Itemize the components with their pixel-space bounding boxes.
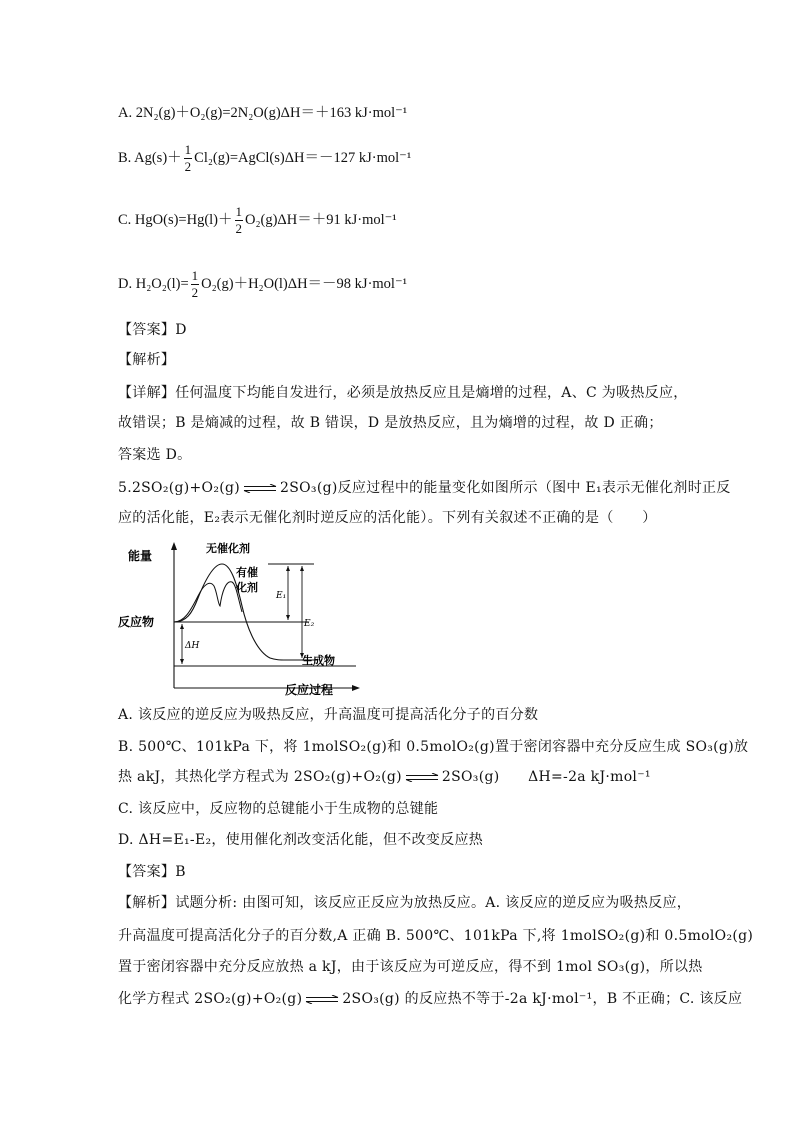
fraction-numerator: 1 xyxy=(235,204,242,220)
fraction-denominator: 2 xyxy=(184,159,192,175)
reactant-label: 反应物 xyxy=(118,615,155,629)
catalyst-label-line-1: 有催 xyxy=(236,566,258,579)
fraction-denominator: 2 xyxy=(191,285,199,301)
x-axis-label: 反应过程 xyxy=(285,683,334,697)
q4-answer: 【答案】D xyxy=(118,322,187,338)
e1-label: E₁ xyxy=(276,591,287,601)
catalyst-label-line-2: 化剂 xyxy=(236,581,258,594)
y-axis-arrow-icon xyxy=(171,542,177,550)
q5-explanation-line-2: 升高温度可提高活化分子的百分数,A 正确 B. 500℃、101kPa 下,将 1molSO₂(g)和 0.5molO₂(g) xyxy=(118,928,754,944)
q5-option-b-line-1: B. 500℃、101kPa 下，将 1molSO₂(g)和 0.5molO₂(g)置于密闭容器中充分反应生成 SO₃(g)放 xyxy=(118,739,749,755)
q5-explanation-line-1: 【解析】试题分析: 由图可知，该反应正反应为放热反应。A. 该反应的逆反应为吸热反应， xyxy=(118,895,692,911)
fraction-half xyxy=(191,268,200,301)
fraction-half xyxy=(184,142,193,175)
q5-explanation-text: 化学方程式 2SO₂(g)+O₂(g) xyxy=(118,991,303,1007)
catalyzed-curve xyxy=(174,582,242,622)
q5-option-c: C. 该反应中，反应物的总键能小于生成物的总键能 xyxy=(118,801,439,817)
q5-option-a: A. 该反应的逆反应为吸热反应，升高温度可提高活化分子的百分数 xyxy=(118,707,539,723)
fraction-denominator: 2 xyxy=(235,221,242,237)
e1-arrow-tail-icon xyxy=(286,615,290,620)
fraction-numerator: 1 xyxy=(191,268,199,284)
equilibrium-arrow-icon xyxy=(405,773,439,782)
fraction-half xyxy=(235,204,244,237)
dh-arrow-tail-icon xyxy=(180,659,184,664)
x-axis-arrow-icon xyxy=(352,685,360,691)
q5-explanation-line-3: 置于密闭容器中充分反应放热 a kJ，由于该反应为可逆反应，得不到 1mol SO₃(g)，所以热 xyxy=(118,959,703,975)
equilibrium-arrow-icon xyxy=(243,484,277,493)
option-d xyxy=(118,264,407,304)
q5-option-b-equation: 2SO₃(g) ΔH=-2a kJ·mol⁻¹ xyxy=(441,769,651,785)
q5-option-d: D. ΔH=E₁-E₂，使用催化剂改变活化能，但不改变反应热 xyxy=(118,832,484,848)
option-a: A. 2N₂(g)＋O₂(g)=2N₂O(g)ΔH＝＋163 kJ·mol⁻¹ xyxy=(118,105,408,121)
q5-stem-line-1 xyxy=(118,478,731,498)
product-label: 生成物 xyxy=(302,654,335,667)
q5-explanation-line-4 xyxy=(118,989,742,1009)
option-b-prefix: B. Ag(s)＋ xyxy=(118,150,182,166)
no-catalyst-label: 无催化剂 xyxy=(206,542,250,555)
option-c xyxy=(118,200,397,240)
q5-answer: 【答案】B xyxy=(118,864,186,880)
e2-arrow-head-icon xyxy=(300,566,304,571)
q4-detail-line-3: 答案选 D。 xyxy=(118,447,192,463)
q4-analysis-heading: 【解析】 xyxy=(118,352,176,368)
option-b-suffix: Cl₂(g)=AgCl(s)ΔH＝－127 kJ·mol⁻¹ xyxy=(194,150,412,166)
y-axis-label: 能量 xyxy=(128,549,153,563)
q5-stem-equation: 5.2SO₂(g)+O₂(g) xyxy=(118,480,241,496)
q5-stem-line-2: 应的活化能，E₂表示无催化剂时逆反应的活化能）。下列有关叙述不正确的是（ ） xyxy=(118,510,657,526)
option-b xyxy=(118,138,411,178)
e1-arrow-head-icon xyxy=(286,566,290,571)
q4-detail-line-1: 【详解】任何温度下均能自发进行，必须是放热反应且是熵增的过程，A、C 为吸热反应， xyxy=(118,385,688,401)
fraction-numerator: 1 xyxy=(184,142,192,158)
q5-stem-text: 2SO₃(g)反应过程中的能量变化如图所示（图中 E₁表示无催化剂时正反 xyxy=(280,480,731,496)
option-d-prefix: D. H₂O₂(l)= xyxy=(118,276,189,292)
e2-label: E₂ xyxy=(304,619,315,629)
option-d-suffix: O₂(g)＋H₂O(l)ΔH＝－98 kJ·mol⁻¹ xyxy=(201,276,407,292)
q5-option-b-line-2 xyxy=(118,767,651,787)
q5-explanation-tail: 2SO₃(g) 的反应热不等于-2a kJ·mol⁻¹，B 不正确；C. 该反应 xyxy=(342,991,743,1007)
option-c-suffix: O₂(g)ΔH＝＋91 kJ·mol⁻¹ xyxy=(245,212,397,228)
dh-arrow-head-icon xyxy=(180,624,184,629)
q5-option-b-text: 热 akJ，其热化学方程式为 2SO₂(g)+O₂(g) xyxy=(118,769,402,785)
option-c-prefix: C. HgO(s)=Hg(l)＋ xyxy=(118,212,233,228)
equilibrium-arrow-icon xyxy=(305,995,339,1004)
dh-label: ΔH xyxy=(185,641,200,651)
q4-detail-line-2: 故错误；B 是熵减的过程，故 B 错误，D 是放热反应，且为熵增的过程，故 D 正确； xyxy=(118,415,663,431)
energy-diagram xyxy=(118,540,368,700)
